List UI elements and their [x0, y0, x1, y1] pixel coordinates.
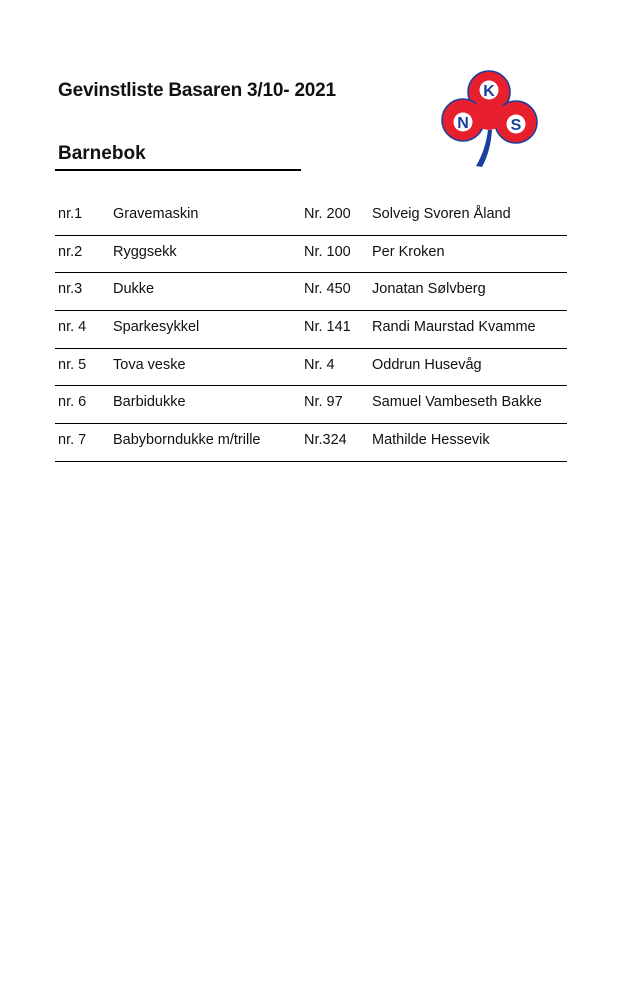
page-title: Gevinstliste Basaren 3/10- 2021 [58, 80, 336, 101]
ticket-number: Nr. 100 [304, 243, 351, 260]
table-row [55, 424, 567, 462]
prize-number: nr. 5 [58, 356, 87, 373]
ticket-number: Nr. 97 [304, 394, 343, 411]
table-row [55, 273, 567, 311]
prize-item: Barbidukke [113, 394, 186, 411]
winner-name: Mathilde Hessevik [372, 432, 490, 449]
winner-name: Jonatan Sølvberg [372, 281, 486, 298]
prize-number: nr. 6 [58, 394, 87, 411]
table-row [55, 311, 567, 349]
winner-name: Solveig Svoren Åland [372, 206, 511, 222]
winner-name: Randi Maurstad Kvamme [372, 319, 536, 336]
logo-letter-k: K [483, 83, 495, 100]
ticket-number: Nr. 141 [304, 319, 351, 336]
ticket-number: Nr. 450 [304, 281, 351, 298]
table-row [55, 349, 567, 387]
table-row [55, 236, 567, 274]
winner-name: Oddrun Husevåg [372, 356, 482, 373]
prize-number: nr. 7 [58, 432, 87, 449]
section-heading: Barnebok [58, 143, 146, 164]
section-underline [55, 169, 301, 171]
nks-clover-logo [436, 66, 542, 170]
prize-number: nr.2 [58, 243, 83, 260]
prize-item: Ryggsekk [113, 243, 177, 260]
logo-letter-s: S [510, 117, 522, 134]
winner-name: Samuel Vambeseth Bakke [372, 394, 542, 411]
logo-letter-n: N [457, 115, 469, 132]
prize-item: Tova veske [113, 356, 186, 373]
prize-number: nr.3 [58, 281, 83, 298]
prize-item: Sparkesykkel [113, 319, 200, 336]
ticket-number: Nr. 200 [304, 206, 351, 222]
prize-number: nr. 4 [58, 319, 87, 336]
table-row [55, 198, 567, 236]
winner-name: Per Kroken [372, 243, 445, 260]
prize-item: Babyborndukke m/trille [113, 432, 261, 449]
ticket-number: Nr.324 [304, 432, 347, 449]
prize-item: Gravemaskin [113, 206, 199, 222]
prize-number: nr.1 [58, 206, 83, 222]
ticket-number: Nr. 4 [304, 356, 335, 373]
prize-item: Dukke [113, 281, 155, 298]
table-row [55, 386, 567, 424]
prize-table [55, 198, 567, 462]
